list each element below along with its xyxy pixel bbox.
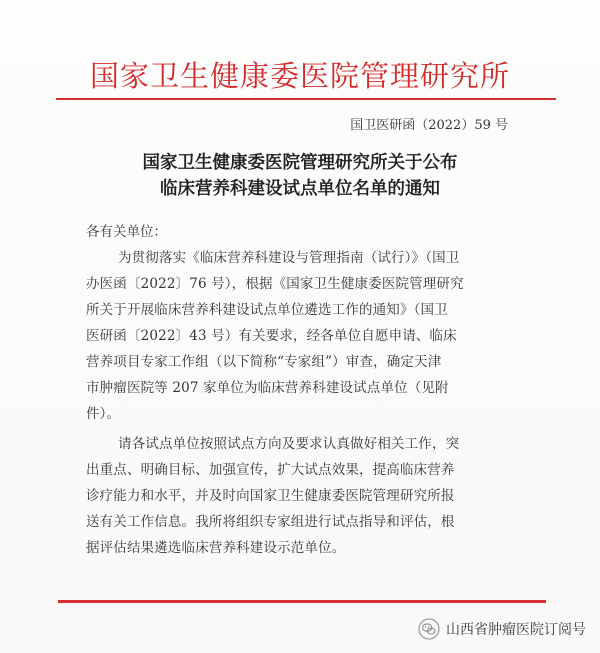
notice-title-line-1: 国家卫生健康委医院管理研究所关于公布 xyxy=(142,153,458,173)
paragraph-1-line: 医研函〔2022〕43 号）有关要求，经各单位自愿申请、临床 xyxy=(86,328,457,344)
paragraph-2-line: 送有关工作信息。我所将组织专家组进行试点指导和评估，根 xyxy=(86,514,455,530)
account-watermark xyxy=(418,618,586,640)
paragraph-2-line: 据评估结果遴选临床营养科建设示范单位。 xyxy=(86,540,346,556)
paragraph-2-line: 出重点、明确目标、加强宣传，扩大试点效果，提高临床营养 xyxy=(86,462,455,478)
org-header-title: 国家卫生健康委医院管理研究所 xyxy=(89,59,510,93)
wechat-icon xyxy=(418,618,440,640)
header-red-rule xyxy=(56,98,556,100)
footer-red-rule xyxy=(58,600,546,603)
paragraph-1-line: 为贯彻落实《临床营养科建设与管理指南（试行）》（国卫 xyxy=(118,250,460,266)
paragraph-1-line: 市肿瘤医院等 207 家单位为临床营养科建设试点单位（见附 xyxy=(86,380,449,396)
document-number: 国卫医研函（2022）59 号 xyxy=(350,118,508,133)
paragraph-2-line: 请各试点单位按照试点方向及要求认真做好相关工作，突 xyxy=(118,436,460,452)
notice-title-line-2: 临床营养科建设试点单位名单的通知 xyxy=(160,179,440,199)
paragraph-1-line: 件）。 xyxy=(86,406,121,422)
paragraph-1-line: 办医函〔2022〕76 号），根据《国家卫生健康委医院管理研究 xyxy=(86,276,464,292)
paragraph-2-line: 诊疗能力和水平，并及时向国家卫生健康委医院管理研究所报 xyxy=(86,488,455,504)
salutation: 各有关单位： xyxy=(86,224,167,240)
paragraph-1-line: 所关于开展临床营养科建设试点单位遴选工作的通知》（国卫 xyxy=(86,302,448,318)
watermark-text: 山西省肿瘤医院订阅号 xyxy=(446,622,586,638)
paragraph-1-line: 营养项目专家工作组（以下简称“专家组”）审查，确定天津 xyxy=(86,354,442,370)
